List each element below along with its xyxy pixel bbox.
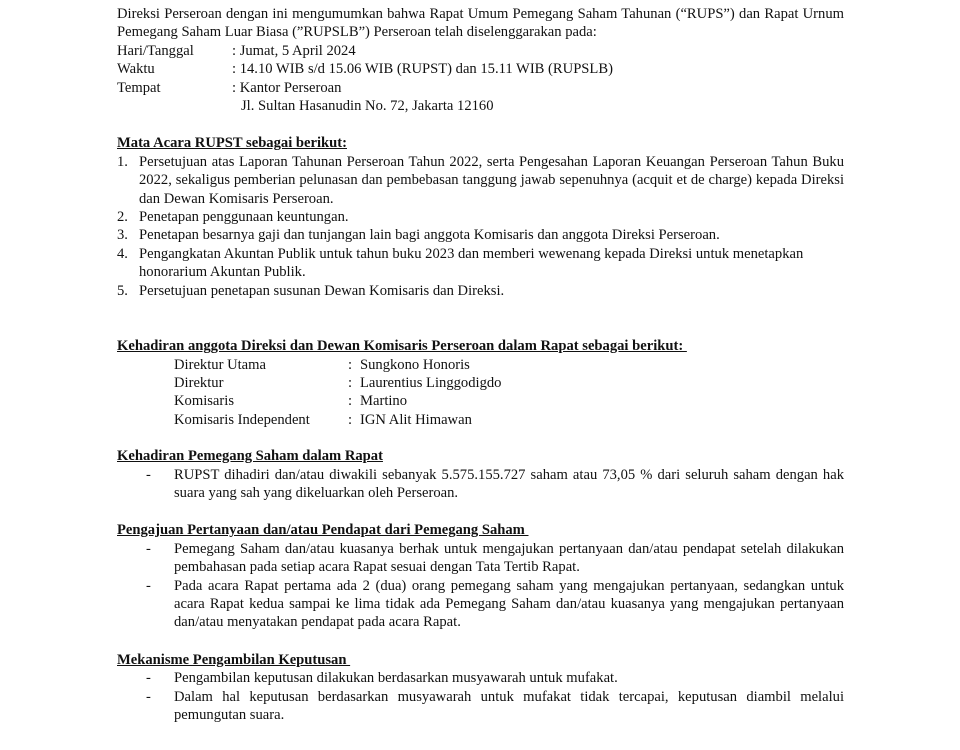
attendance-table — [117, 356, 844, 430]
list-item — [117, 245, 844, 282]
attendee-role: Komisaris — [174, 393, 234, 410]
attendee-role: Direktur — [174, 374, 224, 391]
meeting-place-value: : Kantor Perseroan — [232, 79, 342, 96]
list-item — [117, 540, 844, 577]
separator-colon: : — [348, 374, 353, 391]
meeting-time-label: Waktu — [117, 61, 155, 78]
list-item — [117, 669, 844, 687]
list-item — [117, 688, 844, 725]
attendee-name: IGN Alit Himawan — [360, 411, 472, 428]
meeting-date-row — [117, 42, 844, 60]
list-item — [117, 226, 844, 244]
list-item — [117, 208, 844, 226]
item-number: 4. — [117, 245, 128, 262]
attendee-role: Direktur Utama — [174, 356, 266, 373]
list-item — [117, 282, 844, 300]
meeting-place-row — [117, 79, 844, 97]
meeting-time-value: : 14.10 WIB s/d 15.06 WIB (RUPST) dan 15.11 WIB (RUPSLB) — [232, 61, 613, 78]
item-text: Pengangkatan Akuntan Publik untuk tahun buku 2023 dan memberi wewenang kepada Direksi untuk menetapkan honorarium Akuntan Publik. — [139, 245, 804, 281]
item-number: 1. — [117, 153, 128, 170]
agenda-list — [117, 153, 844, 300]
item-number: 3. — [117, 227, 128, 244]
decision-list — [117, 669, 844, 724]
bullet-dash: - — [146, 540, 151, 557]
meeting-date-label: Hari/Tanggal — [117, 42, 194, 59]
decision-heading: Mekanisme Pengambilan Keputusan — [117, 651, 351, 668]
shareholders-list — [117, 466, 844, 503]
separator-colon: : — [348, 356, 353, 373]
document-page — [117, 5, 844, 724]
item-text: Pemegang Saham dan/atau kuasanya berhak untuk mengajukan pertanyaan dan/atau pendapat setelah dilakukan pembahasan pada setiap acara Rapat sesuai dengan Tata Tertib Rapat. — [174, 540, 844, 576]
meeting-place-label: Tempat — [117, 79, 161, 96]
item-text: RUPST dihadiri dan/atau diwakili sebanyak 5.575.155.727 saham atau 73,05 % dari seluruh saham dengan hak suara yang sah yang dikeluarkan oleh Perseroan. — [174, 466, 844, 501]
meeting-address: Jl. Sultan Hasanudin No. 72, Jakarta 12160 — [241, 98, 494, 115]
list-item — [117, 577, 844, 632]
item-text: Pengambilan keputusan dilakukan berdasarkan musyawarah untuk mufakat. — [174, 670, 618, 687]
attendee-name: Sungkono Honoris — [360, 356, 470, 373]
item-text: Dalam hal keputusan berdasarkan musyawarah untuk mufakat tidak tercapai, keputusan diambil melalui pemungutan suara. — [174, 688, 844, 723]
item-text: Pada acara Rapat pertama ada 2 (dua) orang pemegang saham yang mengajukan pertanyaan, sedangkan untuk acara Rapat kedua sampai ke lima tidak ada Pemegang Saham dan/atau kuasanya yang mengajukan pertanyaan dan/atau menyatakan pendapat pada acara Rapat. — [174, 577, 844, 631]
bullet-dash: - — [146, 466, 151, 483]
table-row — [174, 374, 844, 392]
separator-colon: : — [348, 393, 353, 410]
table-row — [174, 411, 844, 429]
item-number: 5. — [117, 282, 128, 299]
table-row — [174, 356, 844, 374]
item-text: Persetujuan penetapan susunan Dewan Komisaris dan Direksi. — [139, 282, 505, 299]
bullet-dash: - — [146, 577, 151, 594]
meeting-date-value: : Jumat, 5 April 2024 — [232, 42, 356, 59]
questions-heading: Pengajuan Pertanyaan dan/atau Pendapat dari Pemegang Saham — [117, 522, 529, 539]
bullet-dash: - — [146, 670, 151, 687]
questions-list — [117, 540, 844, 632]
attendee-name: Laurentius Linggodigdo — [360, 374, 502, 391]
intro-paragraph: Direksi Perseroan dengan ini mengumumkan bahwa Rapat Umum Pemegang Saham Tahunan (“RUPS”) dan Rapat Urnum Pemegang Saham Luar Biasa (”RUPSLB”) Perseroan telah diselenggarakan pada: — [117, 6, 844, 41]
separator-colon: : — [348, 411, 353, 428]
list-item — [117, 466, 844, 503]
bullet-dash: - — [146, 688, 151, 705]
table-row — [174, 392, 844, 410]
attendee-name: Martino — [360, 393, 408, 410]
item-text: Persetujuan atas Laporan Tahunan Perseroan Tahun 2022, serta Pengesahan Laporan Keuangan Perseroan Tahun Buku 2022, sekaligus pemberian pelunasan dan pembebasan tanggung jawab sepenuhnya (acquit et de charge) kepada Direksi dan Dewan Komisaris Perseroan. — [139, 153, 844, 207]
item-text: Penetapan besarnya gaji dan tunjangan lain bagi anggota Komisaris dan anggota Direksi Perseroan. — [139, 227, 720, 244]
shareholders-heading: Kehadiran Pemegang Saham dalam Rapat — [117, 448, 383, 465]
attendee-role: Komisaris Independent — [174, 411, 310, 428]
meeting-time-row — [117, 60, 844, 78]
item-number: 2. — [117, 209, 128, 226]
attendance-heading: Kehadiran anggota Direksi dan Dewan Komisaris Perseroan dalam Rapat sebagai berikut: — [117, 338, 687, 355]
agenda-heading: Mata Acara RUPST sebagai berikut: — [117, 135, 347, 152]
item-text: Penetapan penggunaan keuntungan. — [139, 209, 349, 226]
list-item — [117, 153, 844, 208]
